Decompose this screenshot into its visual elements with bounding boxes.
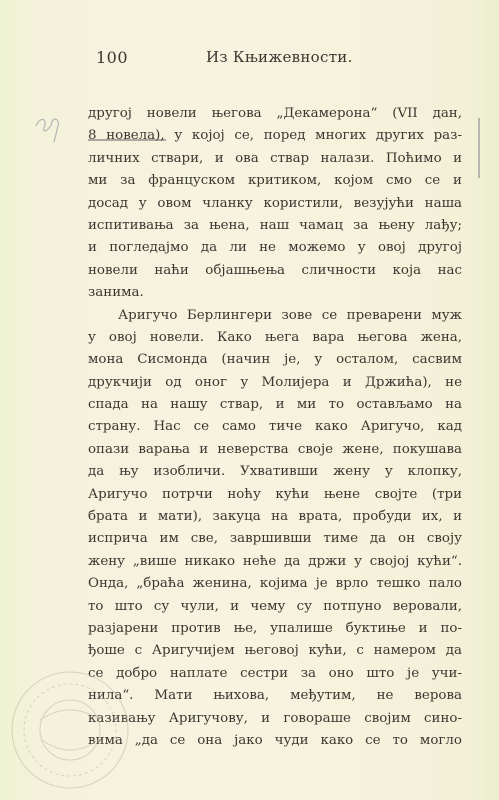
page-number: 100: [96, 48, 129, 67]
text-line: то што су чули, и чему су потпуно веровали,: [88, 598, 462, 614]
text-line: мона Сисмонда (начин је, у осталом, сасвим: [88, 352, 462, 368]
text-line: да њу изобличи. Ухвативши жену у клопку,: [88, 464, 462, 480]
text-line: се добро наплате сестри за оно што је учи-: [88, 665, 462, 681]
text-line: спада на нашу ствар, и ми то остављамо на: [88, 397, 462, 413]
text-line: занима.: [88, 285, 144, 301]
faded-stamp-icon: [0, 640, 150, 800]
text-line: Онда, „браћа женина, којима је врло тешко пало: [88, 576, 462, 592]
text-line: личних ствари, и ова ствар налази. Поћимо и: [88, 150, 462, 166]
text-line: казивању Аригучову, и говораше својим сино-: [88, 710, 462, 726]
text-line: новели наћи објашњења сличности која нас: [88, 262, 462, 278]
text-line: жену „више никако неће да држи у својој кући“.: [88, 553, 462, 569]
text-line: 8 новела), у којој се, поред многих других раз-: [88, 128, 462, 144]
text-line: опази варања и неверства своје жене, покушава: [88, 441, 462, 457]
text-line: друкчији од оног у Молијера и Држића), не: [88, 374, 462, 390]
text-line: испитивања за њена, наш чамац за њену лађу;: [88, 217, 462, 233]
text-line: исприча им све, завршивши тиме да он своју: [88, 531, 462, 547]
text-line: досад у овом чланку користили, везујући наша: [88, 195, 462, 211]
pencil-annotation-icon: [30, 112, 74, 148]
margin-pencil-line: [478, 118, 480, 178]
text-line: другој новели његова „Декамерона“ (VII дан,: [88, 106, 462, 121]
text-line: нила“. Мати њихова, међутим, не верова: [88, 688, 462, 704]
text-line: брата и мати), закуца на врата, пробуди их, и: [88, 509, 462, 525]
text-line: и погледајмо да ли не можемо у овој другој: [88, 240, 462, 256]
running-head: Из Књижевности.: [206, 48, 353, 66]
text-line: ми за француском критиком, којом смо се и: [88, 173, 462, 189]
text-line: вима „да се она јако чуди како се то могло: [88, 732, 462, 748]
text-line: разјарени против ње, упалише буктиње и по-: [88, 620, 462, 636]
text-line: Аригучо потрчи ноћу кући њене својте (три: [88, 486, 462, 502]
paragraph-first-line: Аригучо Берлингери зове се преварени муж: [118, 307, 462, 323]
text-line: страну. Нас се само тиче како Аригучо, кад: [88, 419, 462, 435]
text-line: у овој новели. Како њега вара његова жена,: [88, 329, 462, 345]
text-line: ђоше с Аригучијем његовој кући, с намером да: [88, 643, 462, 659]
page-header: [96, 48, 456, 72]
